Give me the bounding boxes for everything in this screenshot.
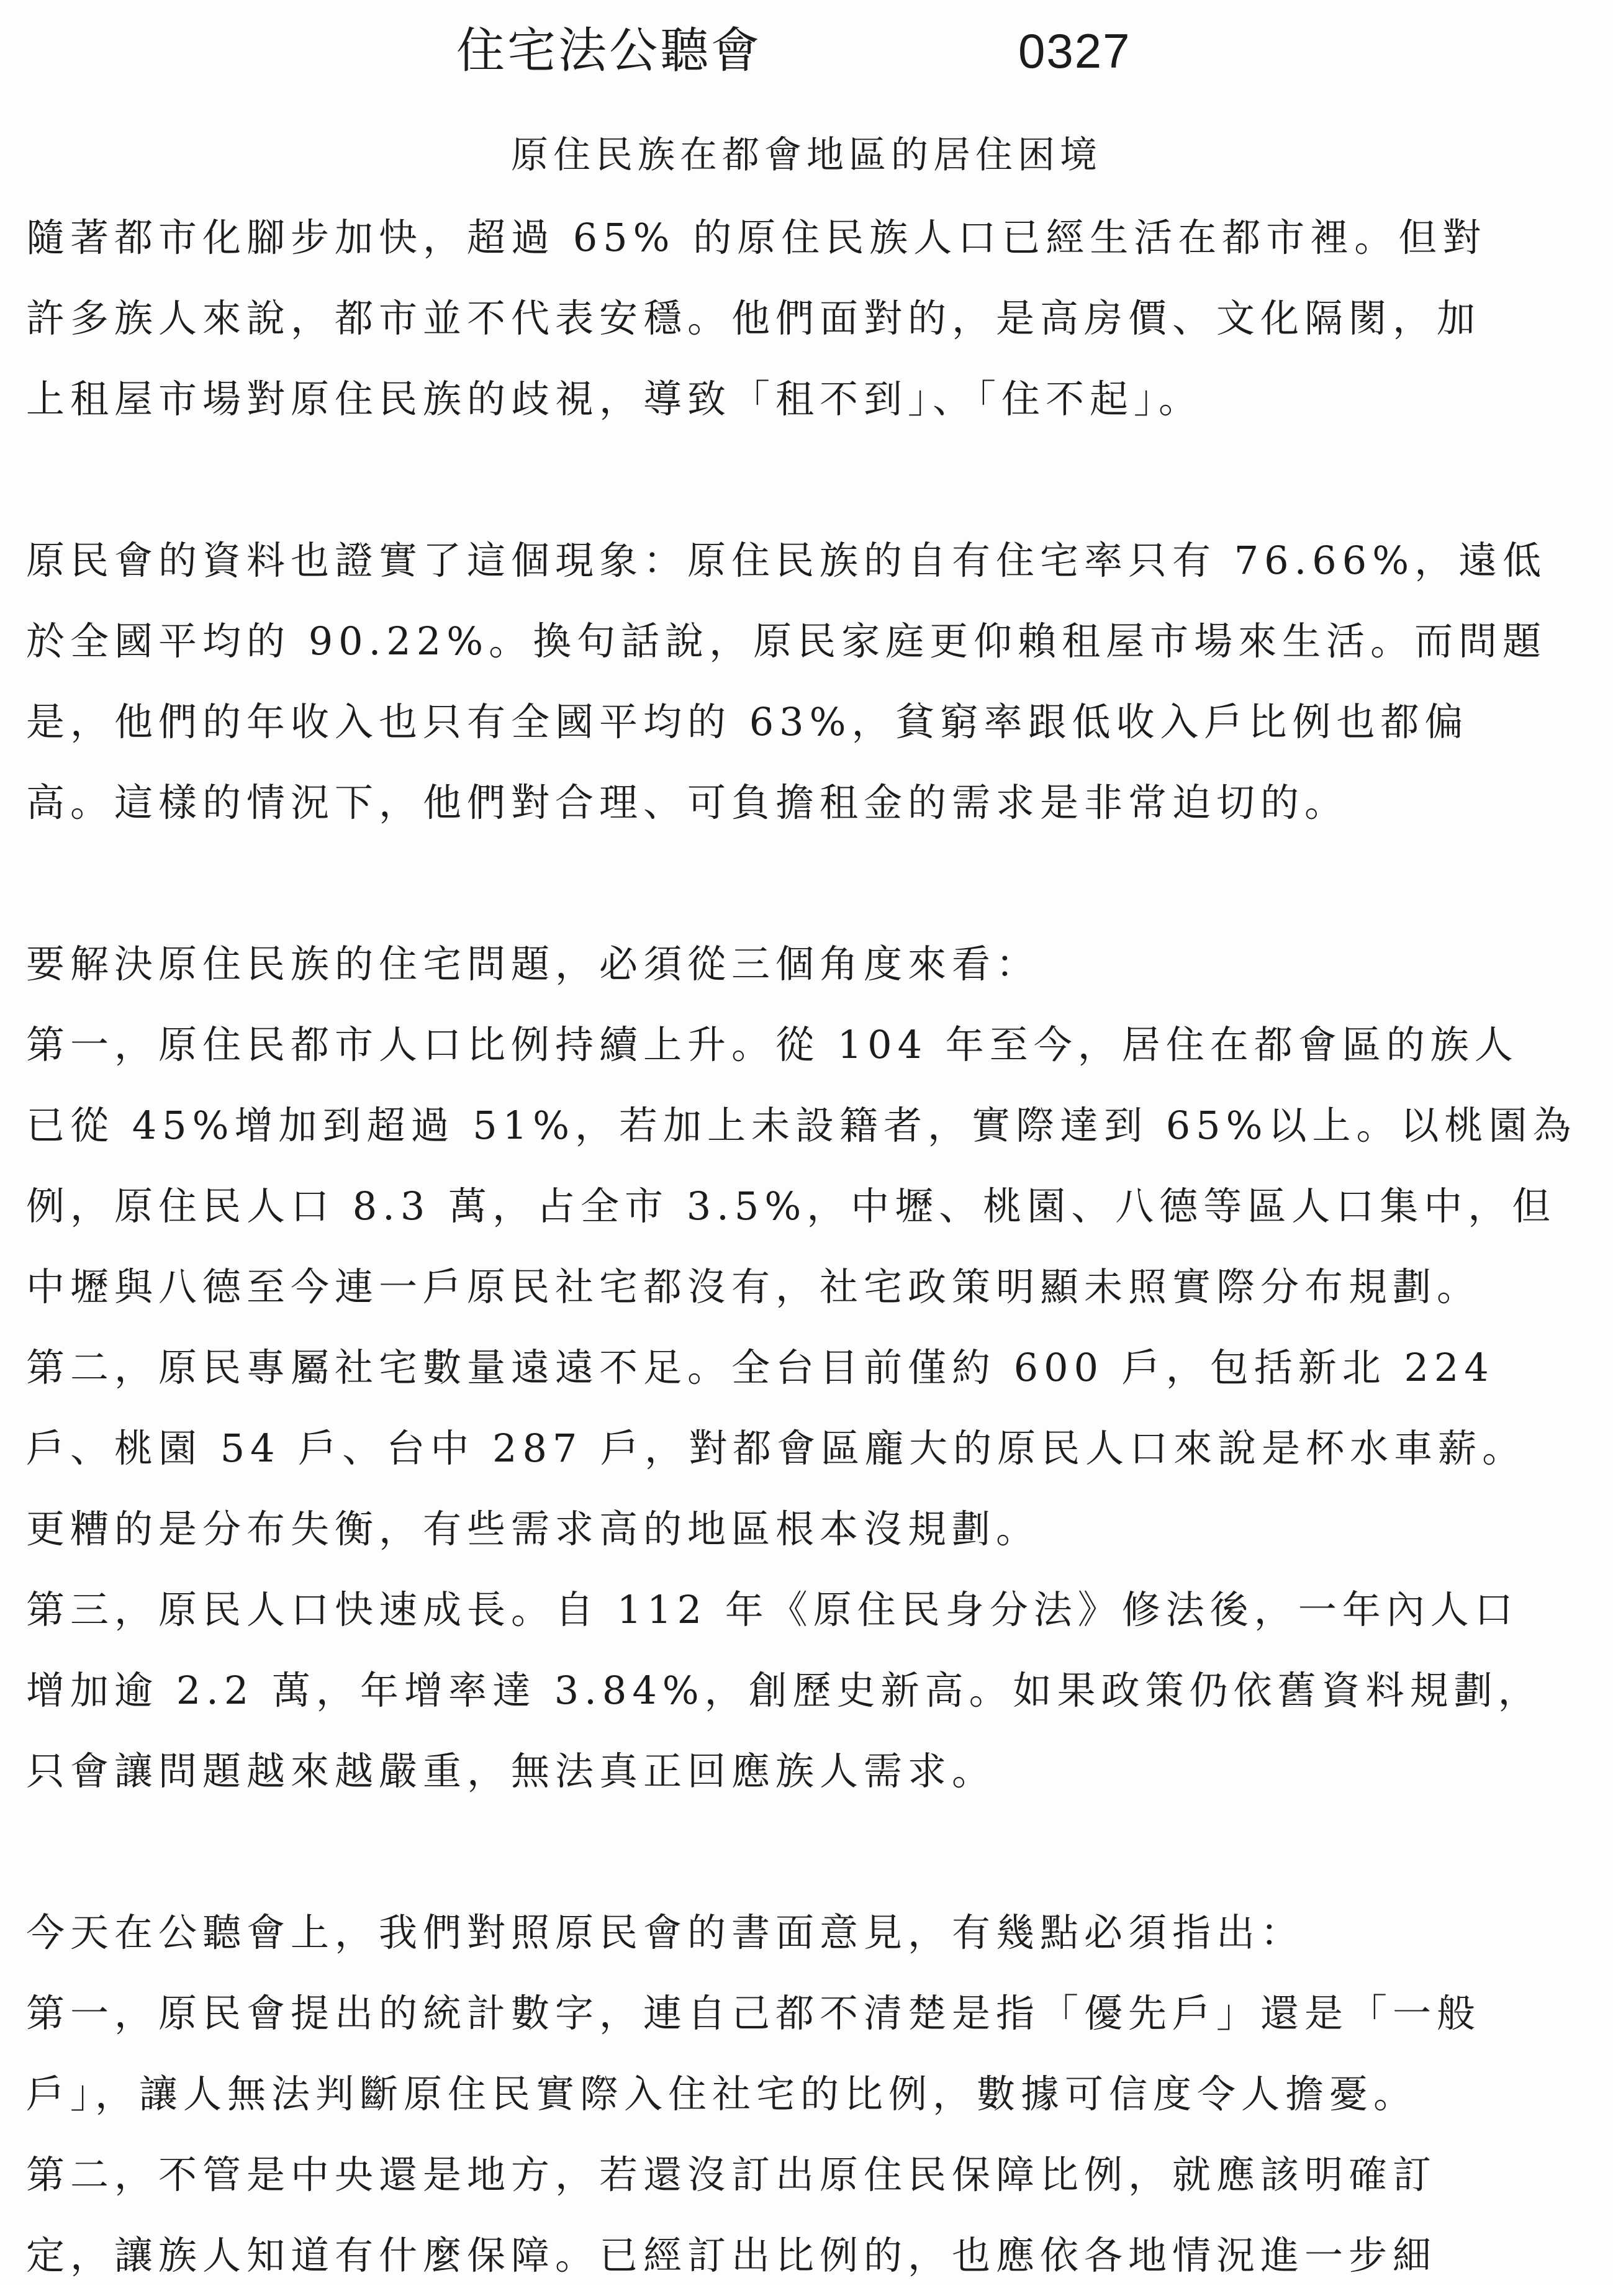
text-line: 許多族人來說，都市並不代表安穩。他們面對的，是高房價、文化隔閡，加 — [26, 296, 1481, 341]
text-line: 定，讓族人知道有什麼保障。已經訂出比例的，也應依各地情況進一步細 — [26, 2233, 1437, 2278]
text-line: 第二，原民專屬社宅數量遠遠不足。全台目前僅約 600 戶，包括新北 224 — [26, 1345, 1494, 1390]
text-line: 戶、桃園 54 戶、台中 287 戶，對都會區龐大的原民人口來說是杯水車薪。 — [26, 1426, 1527, 1471]
text-line: 上租屋市場對原住民族的歧視，導致「租不到」、「住不起」。 — [26, 376, 1203, 422]
text-line: 隨著都市化腳步加快，超過 65% 的原住民族人口已經生活在都市裡。但對 — [26, 215, 1487, 260]
text-line: 中壢與八德至今連一戶原民社宅都沒有，社宅政策明顯未照實際分布規劃。 — [26, 1264, 1481, 1309]
text-line: 高。這樣的情況下，他們對合理、可負擔租金的需求是非常迫切的。 — [26, 780, 1349, 825]
paragraph — [26, 520, 1591, 843]
text-line: 是，他們的年收入也只有全國平均的 63%，貧窮率跟低收入戶比例也都偏 — [26, 699, 1469, 744]
text-line: 已從 45%增加到超過 51%，若加上未設籍者，實際達到 65%以上。以桃園為 — [26, 1103, 1577, 1148]
text-line: 增加逾 2.2 萬，年增率達 3.84%，創歷史新高。如果政策仍依舊資料規劃， — [26, 1668, 1542, 1713]
page-header — [0, 14, 1613, 88]
text-line: 於全國平均的 90.22%。換句話說，原民家庭更仰賴租屋市場來生活。而問題 — [26, 618, 1547, 664]
text-line: 第三，原民人口快速成長。自 112 年《原住民身分法》修法後，一年內人口 — [26, 1587, 1519, 1632]
document-body — [26, 197, 1591, 2296]
paragraph — [26, 924, 1591, 1812]
text-line: 第一，原住民都市人口比例持續上升。從 104 年至今，居住在都會區的族人 — [26, 1022, 1519, 1067]
text-line: 例，原住民人口 8.3 萬，占全市 3.5%，中壢、桃園、八德等區人口集中，但 — [26, 1183, 1557, 1229]
header-code: 0327 — [1018, 24, 1131, 78]
text-line: 只會讓問題越來越嚴重，無法真正回應族人需求。 — [26, 1748, 996, 1794]
paragraph — [26, 197, 1591, 440]
text-line: 今天在公聽會上，我們對照原民會的書面意見，有幾點必須指出： — [26, 1910, 1305, 1955]
document-title: 原住民族在都會地區的居住困境 — [511, 133, 1102, 177]
text-line: 更糟的是分布失衡，有些需求高的地區根本沒規劃。 — [26, 1506, 1041, 1552]
paragraph — [26, 1892, 1591, 2296]
text-line: 要解決原住民族的住宅問題，必須從三個角度來看： — [26, 941, 1041, 987]
text-line: 第二，不管是中央還是地方，若還沒訂出原住民保障比例，就應該明確訂 — [26, 2152, 1437, 2197]
text-line: 原民會的資料也證實了這個現象：原住民族的自有住宅率只有 76.66%，遠低 — [26, 538, 1547, 583]
header-title: 住宅法公聽會 — [456, 23, 762, 79]
text-line: 第一，原民會提出的統計數字，連自己都不清楚是指「優先戶」還是「一般 — [26, 1991, 1481, 2036]
text-line: 戶」，讓人無法判斷原住民實際入住社宅的比例，數據可信度令人擔憂。 — [26, 2071, 1418, 2117]
